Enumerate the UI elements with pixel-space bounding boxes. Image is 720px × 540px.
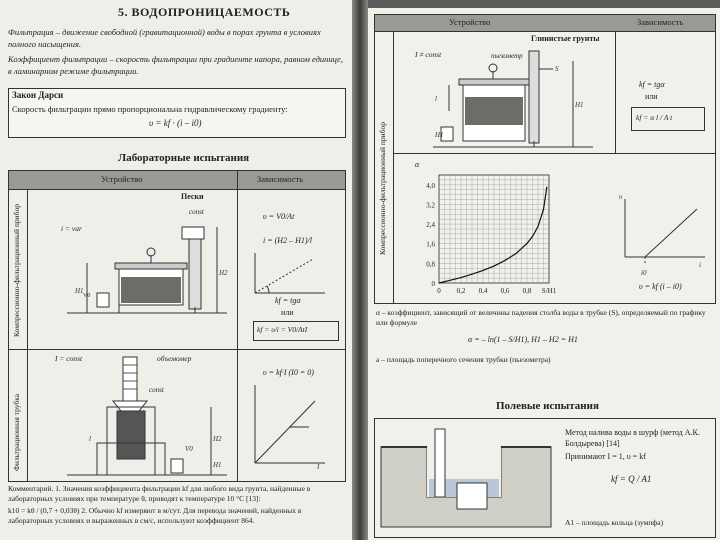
a-description: a – площадь поперечного сечения трубки (пьезометра) xyxy=(376,355,551,364)
header-dependence: Зависимость xyxy=(257,174,304,184)
compression-device-drawing xyxy=(27,189,247,349)
field-test-box xyxy=(374,418,716,538)
accept-text: Принимают I = 1, υ = kf xyxy=(565,452,646,461)
row-divider xyxy=(9,349,345,350)
header-device: Устройство xyxy=(101,174,143,184)
comment-text: Комментарий. 1. Значения коэффициента фильтрации kf для любого вида грунта, найденные в лабораторных условиях при температуре θ, приводят к температуре 10 °С [13]: xyxy=(8,484,311,503)
svg-text:H1: H1 xyxy=(435,131,444,139)
formula-kf-tg: kf = tgα xyxy=(275,296,301,305)
i-var-label: i = var xyxy=(61,224,82,233)
formula-velocity: υ = V0/At xyxy=(263,212,295,221)
or-label-1: или xyxy=(281,308,294,317)
formula-v-const: υ = kf·I (I0 = 0) xyxy=(263,368,314,377)
sands-label: Пески xyxy=(181,192,204,201)
chart-point xyxy=(546,187,547,188)
comment-text-2: k10 = kθ / (0,7 + 0,03θ) 2. Обычно kf измеряют в м/сут. Для перевода значений, найденных в лабораторных условиях и выраженных в см/с, используют коэффициент 864. xyxy=(8,506,302,525)
svg-text:l: l xyxy=(435,95,437,103)
svg-text:l: l xyxy=(89,435,91,443)
header-device-right: Устройство xyxy=(449,17,491,27)
chart-point xyxy=(493,265,494,266)
field-tests-title: Полевые испытания xyxy=(496,400,599,412)
clay-table xyxy=(374,14,716,304)
dependence-graph-1 xyxy=(249,251,329,297)
chart-point xyxy=(449,280,450,281)
svg-text:H1: H1 xyxy=(75,287,84,295)
const-label: const xyxy=(189,208,204,216)
svg-text:H2: H2 xyxy=(213,435,222,443)
chart-y-tick-label: 2,4 xyxy=(426,221,435,230)
pit-drawing xyxy=(381,427,551,527)
row-divider-right xyxy=(393,153,715,154)
column-divider-right xyxy=(615,31,616,153)
svg-text:i: i xyxy=(699,261,701,269)
chart-x-tick-label: 0,6 xyxy=(500,287,510,295)
i-const-label: I = const xyxy=(55,354,83,363)
chart-point xyxy=(526,243,527,244)
svg-text:V0: V0 xyxy=(185,445,193,453)
chart-point xyxy=(532,236,533,237)
chart-y-tick-label: 0 xyxy=(431,280,435,288)
formula-gradient: i = (H2 – H1)/l xyxy=(263,236,312,245)
darcy-law-box xyxy=(8,88,346,138)
row-label-right: Компрессионно-фильтрационный прибор xyxy=(378,122,387,255)
formula-kf-full: kf = υ/i = V0/AtI xyxy=(257,325,308,334)
formula-kf-box xyxy=(253,321,339,341)
svg-text:H1: H1 xyxy=(575,101,584,109)
svg-text:H1: H1 xyxy=(213,461,222,469)
dependence-graph-right xyxy=(619,195,709,285)
svg-text:i0: i0 xyxy=(641,269,647,277)
or-label-right: или xyxy=(645,92,658,101)
chart-y-tick-label: 1,6 xyxy=(426,240,435,249)
chart-y-tick-label: 3,2 xyxy=(426,201,435,210)
chart-series-line xyxy=(439,187,547,283)
chart-point xyxy=(504,260,505,261)
chart-point xyxy=(543,209,544,210)
chart-x-tick-label: S/H1 xyxy=(541,287,557,295)
section-heading: 5. ВОДОПРОНИЦАЕМОСТЬ xyxy=(118,5,291,19)
book-gutter xyxy=(352,0,368,540)
svg-text:H2: H2 xyxy=(219,269,228,277)
svg-text:S: S xyxy=(555,65,559,73)
method-text: Метод налива воды в шурф (метод А.К. Болдырева) [14] xyxy=(565,428,700,448)
i-not-const-label: I ≠ const xyxy=(415,50,442,59)
svg-text:V0: V0 xyxy=(83,293,91,299)
row-label-tube: Фильтрационная трубка xyxy=(12,393,21,471)
formula-kf-tg-right: kf = tgα xyxy=(639,80,665,89)
filtration-definition: Фильтрация – движение свободной (гравитационной) воды в порах грунта в условиях полного насыщения. xyxy=(8,27,321,49)
chart-point xyxy=(482,270,483,271)
formula-field-kf: kf = Q / A1 xyxy=(611,474,652,484)
volumemeter-label: объемомер xyxy=(157,354,192,363)
coefficient-definition: Коэффициент фильтрации – скорость фильтрации при градиенте напора, равном единице, в ламинарном режиме фильтрации. xyxy=(8,54,343,76)
lab-table xyxy=(8,170,346,482)
chart-y-label: α xyxy=(415,160,420,169)
row-label-compression: Компрессионно-фильтрационный прибор xyxy=(12,204,21,337)
alpha-formula: α = – ln(1 – S/H1), H1 – H2 = H1 xyxy=(468,335,578,344)
alpha-chart xyxy=(415,167,565,297)
darcy-text: Скорость фильтрации прямо пропорциональна гидравлическому градиенту: xyxy=(12,104,288,114)
chart-x-tick-label: 0 xyxy=(437,287,441,295)
dependence-graph-2 xyxy=(249,383,329,469)
svg-text:I: I xyxy=(317,463,320,471)
chart-point xyxy=(460,277,461,278)
chart-point xyxy=(438,282,439,283)
piezometer-label: пьезометр xyxy=(491,52,523,60)
lab-tests-title: Лабораторные испытания xyxy=(118,152,250,164)
darcy-title: Закон Дарси xyxy=(12,90,64,100)
chart-point xyxy=(471,274,472,275)
chart-point xyxy=(515,253,516,254)
chart-x-tick-label: 0,4 xyxy=(478,287,488,295)
left-page xyxy=(0,0,352,540)
chart-x-tick-label: 0,8 xyxy=(522,287,532,295)
chart-x-tick-label: 0,2 xyxy=(456,287,466,295)
formula-v-right: υ = kf (i – i0) xyxy=(639,282,682,291)
clay-device-drawing xyxy=(393,41,613,151)
right-page xyxy=(368,8,720,540)
chart-y-tick-label: 0,8 xyxy=(426,260,435,269)
svg-text:υ: υ xyxy=(619,193,623,201)
formula-kf-box-right xyxy=(631,107,705,131)
header-dependence-right: Зависимость xyxy=(637,17,684,27)
const-label-2: const xyxy=(149,386,164,394)
chart-point xyxy=(537,226,538,227)
chart-y-tick-label: 4,0 xyxy=(426,181,435,190)
darcy-formula: υ = kf · (i – i0) xyxy=(149,118,202,128)
a1-description: A1 – площадь кольца (зумпфа) xyxy=(565,518,664,527)
filtration-tube-drawing xyxy=(27,351,237,481)
clays-label: Глинистые грунты xyxy=(531,34,600,43)
formula-kf-alpha: kf = α l / A t xyxy=(636,113,673,122)
alpha-description: α – коэффициент, зависящий от величины падения столба воды в трубке (S), определяемый по графику или формуле xyxy=(376,308,706,327)
